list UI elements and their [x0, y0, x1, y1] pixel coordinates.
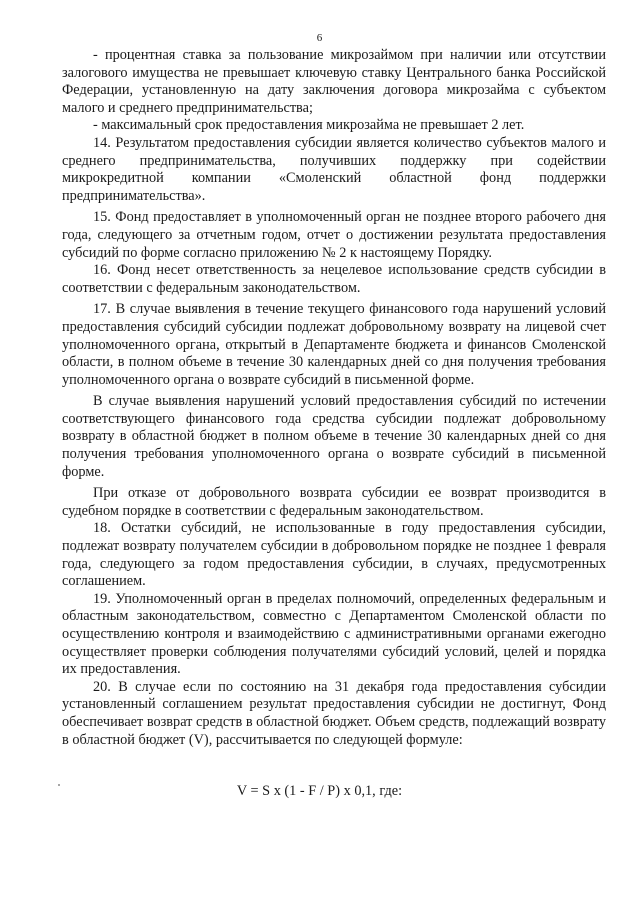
paragraph-max-term: - максимальный срок предоставления микрозайма не превышает 2 лет.	[93, 117, 525, 134]
paragraph-interest-rate: - процентная ставка за пользование микрозаймом при наличии или отсутствии залогового имущества не превышает ключевую ставку Центрального банка Российской Федерации, установленную на дату заключения договора микрозайма с субъектом малого и среднего предпринимательства;	[62, 47, 606, 116]
paragraph-18: 18. Остатки субсидий, не использованные в году предоставления субсидии, подлежат возврату получателем субсидии в добровольном порядке не позднее 1 февраля года, следующего за годом предоставления субсидии, в случаях, предусмотренных соглашением.	[62, 520, 606, 590]
paragraph-17-refusal: При отказе от добровольного возврата субсидии ее возврат производится в судебном порядке в соответствии с федеральным законодательством.	[62, 485, 606, 519]
paragraph-15: 15. Фонд предоставляет в уполномоченный орган не позднее второго рабочего дня года, следующего за отчетным годом, отчет о достижении результата предоставления субсидий по форме согласно приложению № 2 к настоящему Порядку.	[62, 209, 606, 261]
paragraph-20: 20. В случае если по состоянию на 31 декабря года предоставления субсидии установленный соглашением результат предоставления субсидии не достигнут, Фонд обеспечивает возврат средств в областной бюджет. Объем средств, подлежащий возврату в областной бюджет (V), рассчитывается по следующей формуле:	[62, 678, 606, 748]
document-body	[62, 47, 606, 749]
formula: V = S x (1 - F / P) x 0,1, где:	[236, 783, 403, 799]
paragraph-14: 14. Результатом предоставления субсидии является количество субъектов малого и среднего предпринимательства, получивших поддержку при содействии микрокредитной компании «Смоленский областной фонд поддержки предпринимательства».	[62, 134, 606, 204]
paragraph-16: 16. Фонд несет ответственность за нецелевое использование средств субсидии в соответствии с федеральным законодательством.	[62, 262, 606, 296]
page-number: 6	[316, 32, 323, 44]
paragraph-17: 17. В случае выявления в течение текущего финансового года нарушений условий предоставления субсидий субсидии подлежат добровольному возврату на лицевой счет уполномоченного органа, открытый в Департаменте бюджета и финансов Смоленской области, в полном объеме в течение 30 календарных дней со дня получения требования уполномоченного органа о возврате субсидий в письменной форме.	[62, 301, 606, 388]
paragraph-17-violation-after-year: В случае выявления нарушений условий предоставления субсидий по истечении соответствующего финансового года средства субсидии подлежат добровольному возврату в областной бюджет в полном объеме в течение 30 календарных дней со дня получения требования уполномоченного органа о возврате субсидий в письменной форме.	[62, 393, 606, 480]
paragraph-19: 19. Уполномоченный орган в пределах полномочий, определенных федеральным и областным законодательством, совместно с Департаментом Смоленской области по осуществлению контроля и взаимодействию с административными органами ежегодно осуществляет проверки соблюдения получателями субсидий условий, целей и порядка их предоставления.	[62, 590, 606, 678]
